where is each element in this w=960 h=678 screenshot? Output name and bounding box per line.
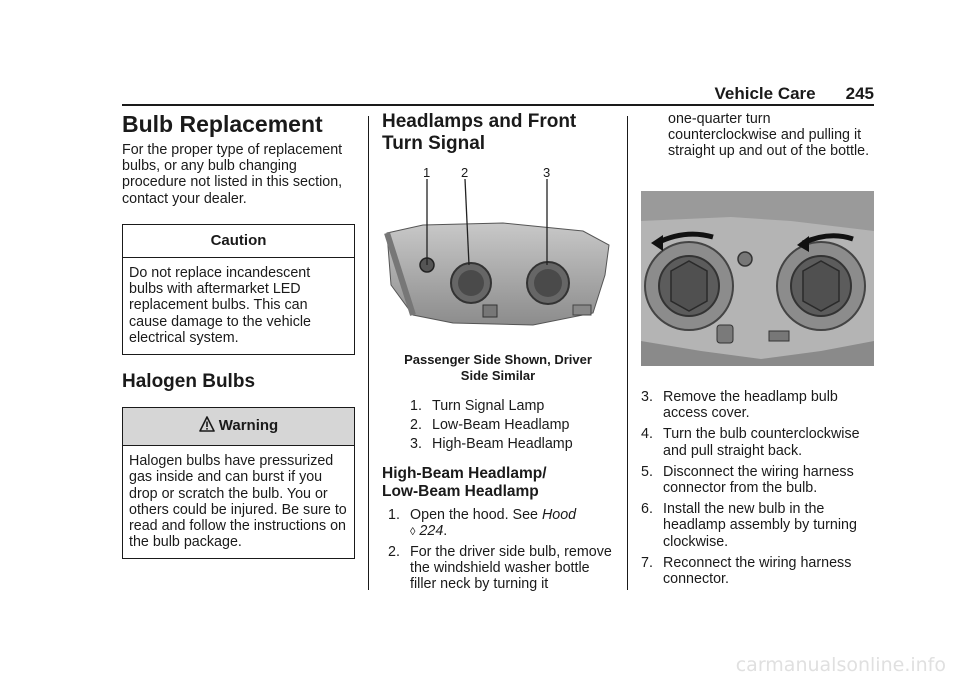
intro-text: For the proper type of replacement bulbs, or any bulb changing procedure not listed in this section, contact your dealer. [122, 142, 343, 207]
steps-list [641, 389, 875, 587]
middle-column-lower [382, 352, 614, 593]
bulb-illustration [641, 191, 874, 366]
list-item: 2. For the driver side bulb, remove the windshield washer bottle filler neck by turning it [388, 544, 612, 593]
headlamps-title-line2: Turn Signal [382, 133, 486, 154]
page-ref-icon: ◊ [410, 525, 416, 538]
hood-link[interactable]: Hood [541, 506, 577, 523]
list-item: 1. Turn Signal Lamp [410, 398, 545, 414]
list-item: 6. Install the new bulb in the headlamp assembly by turning clockwise. [641, 501, 857, 550]
list-item: 1. Open the hood. See Hood ◊ 224. [388, 506, 577, 539]
caution-text: Do not replace incandescent bulbs with aftermarket LED replacement bulbs. This can cause damage to the vehicle electrical system. [129, 265, 312, 346]
headlamp-illustration [383, 165, 613, 335]
figure-legend [410, 398, 614, 453]
caution-title: Caution [123, 225, 354, 258]
callout-1: 1 [423, 165, 431, 180]
subheading-line2: Low-Beam Headlamp [382, 482, 539, 500]
running-header [715, 84, 875, 104]
list-item: 4. Turn the bulb counterclockwise and pull straight back. [641, 426, 860, 459]
callout-3: 3 [543, 165, 551, 180]
warning-text: Halogen bulbs have pressurized gas inside and can burst if you drop or scratch the bulb. You or others could be injured. Be sure to read and follow the instructions on the bulb package. [129, 453, 347, 551]
left-column [122, 111, 355, 559]
warning-icon [199, 416, 215, 437]
caption-line: Side Similar [460, 368, 536, 383]
figure-caption [382, 352, 614, 384]
steps-list [388, 507, 614, 593]
watermark: carmanualsonline.info [735, 654, 946, 676]
list-item: 3. Remove the headlamp bulb access cover. [641, 389, 838, 422]
right-column-steps [641, 389, 875, 587]
header-rule [122, 104, 874, 106]
warning-box [122, 407, 355, 559]
column-divider [368, 116, 369, 590]
warning-title: Warning [218, 417, 279, 435]
middle-column [382, 111, 614, 155]
warning-header [123, 408, 354, 446]
page-number: 245 [845, 84, 874, 103]
caution-box [122, 224, 355, 355]
page-title: Bulb Replacement [122, 111, 323, 137]
right-column [641, 111, 873, 160]
halogen-heading: Halogen Bulbs [122, 371, 256, 393]
continued-text: one-quarter turn counterclockwise and pulling it straight up and out of the bottle. [668, 111, 870, 160]
list-item: 3. High-Beam Headlamp [410, 436, 573, 453]
list-item: 2. Low-Beam Headlamp [410, 417, 570, 434]
page-ref[interactable]: 224 [419, 522, 444, 539]
column-divider [627, 116, 628, 590]
section-name: Vehicle Care [714, 84, 816, 103]
list-item: 7. Reconnect the wiring harness connector. [641, 554, 852, 588]
caption-line: Passenger Side Shown, Driver [404, 352, 592, 367]
subheading-line1: High-Beam Headlamp/ [382, 464, 547, 482]
callout-2: 2 [461, 165, 469, 180]
headlamp-figure [383, 165, 613, 335]
list-item: 5. Disconnect the wiring harness connector from the bulb. [641, 463, 854, 497]
headlamps-title-line1: Headlamps and Front [382, 111, 577, 132]
bulb-figure [641, 191, 874, 366]
